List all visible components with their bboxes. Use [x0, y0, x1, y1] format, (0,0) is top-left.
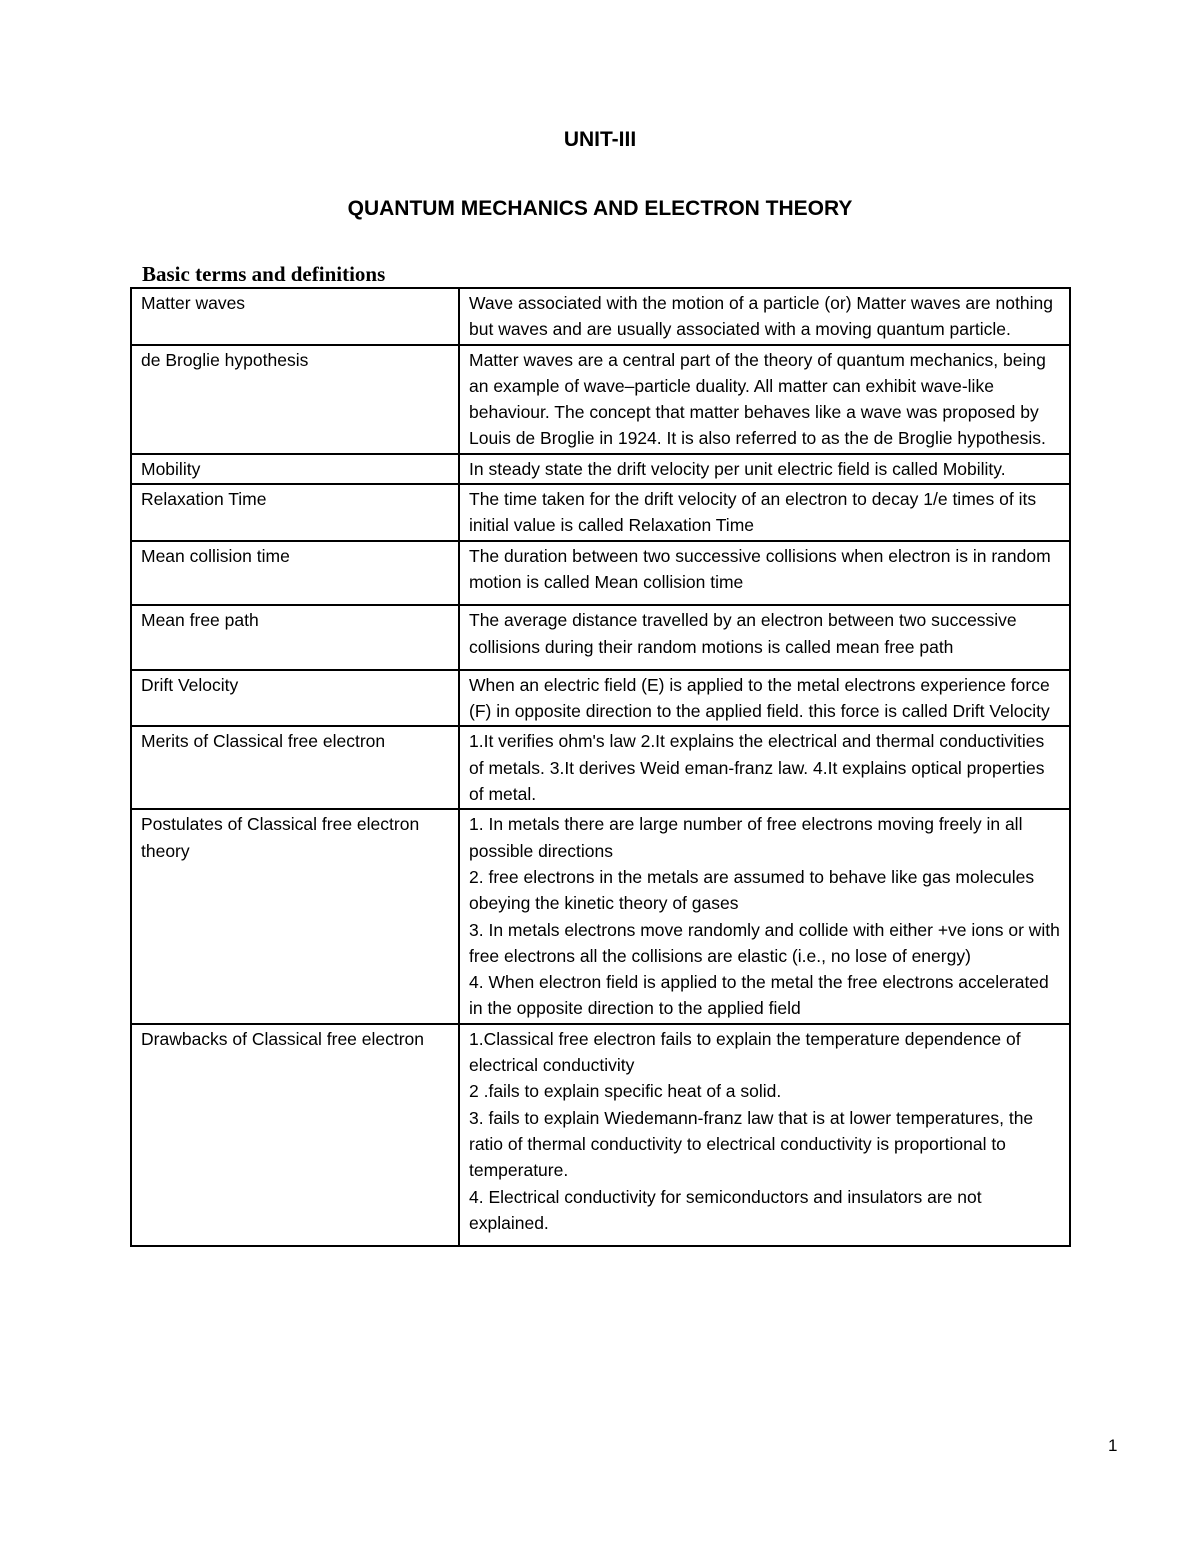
definition-cell: Matter waves are a central part of the theory of quantum mechanics, being an example of wave–particle duality. All matter can exhibit wave-like behaviour. The concept that matter behaves like a wave was proposed by Louis de Broglie in 1924. It is also referred to as the de Broglie hypothesis.: [459, 345, 1070, 454]
page-number: 1: [1108, 1436, 1118, 1455]
table-row: [131, 726, 1070, 809]
table-row: [131, 1024, 1070, 1246]
definition-cell: When an electric field (E) is applied to the metal electrons experience force (F) in opposite direction to the applied field. this force is called Drift Velocity: [459, 670, 1070, 727]
table-row: [131, 541, 1070, 606]
definition-cell: The time taken for the drift velocity of an electron to decay 1/e times of its initial value is called Relaxation Time: [459, 484, 1070, 541]
table-row: [131, 288, 1070, 345]
table-row: [131, 809, 1070, 1023]
table-row: [131, 345, 1070, 454]
definition-cell: [459, 809, 1070, 1023]
postulate-item: 3. In metals electrons move randomly and collide with either +ve ions or with free electrons all the collisions are elastic (i.e., no lose of energy): [469, 919, 1060, 966]
table-row: [131, 605, 1070, 670]
drawback-item: 4. Electrical conductivity for semiconductors and insulators are not explained.: [469, 1186, 982, 1233]
definition-cell: In steady state the drift velocity per unit electric field is called Mobility.: [459, 454, 1070, 484]
table-row: [131, 484, 1070, 541]
term-cell: Matter waves: [131, 288, 459, 345]
term-cell: Postulates of Classical free electron theory: [131, 809, 459, 1023]
term-cell: Mobility: [131, 454, 459, 484]
definition-cell: The duration between two successive collisions when electron is in random motion is called Mean collision time: [459, 541, 1070, 606]
postulate-item: 2. free electrons in the metals are assumed to behave like gas molecules obeying the kinetic theory of gases: [469, 866, 1035, 914]
postulate-item: 1. In metals there are large number of free electrons moving freely in all possible directions: [469, 814, 1023, 861]
term-cell: de Broglie hypothesis: [131, 345, 459, 454]
definition-cell: [459, 1024, 1070, 1246]
definitions-table: [130, 287, 1071, 1247]
term-cell: Drawbacks of Classical free electron: [131, 1024, 459, 1246]
term-cell: Mean collision time: [131, 541, 459, 606]
table-row: [131, 454, 1070, 484]
drawback-item: 1.Classical free electron fails to explain the temperature dependence of electrical conductivity: [469, 1028, 1021, 1076]
definition-cell: 1.It verifies ohm's law 2.It explains the electrical and thermal conductivities of metals. 3.It derives Weid eman-franz law. 4.It explains optical properties of metal.: [459, 726, 1070, 809]
drawback-item: 2 .fails to explain specific heat of a solid.: [469, 1081, 782, 1102]
postulate-item: 4. When electron field is applied to the metal the free electrons accelerated in the opposite direction to the applied field: [469, 972, 1049, 1019]
section-subtitle: Basic terms and definitions: [142, 262, 386, 286]
term-cell: Drift Velocity: [131, 670, 459, 727]
drawback-item: 3. fails to explain Wiedemann-franz law that is at lower temperatures, the ratio of thermal conductivity to electrical conductivity is proportional to temperature.: [469, 1107, 1034, 1181]
document-title: QUANTUM MECHANICS AND ELECTRON THEORY: [347, 197, 853, 220]
definition-cell: Wave associated with the motion of a particle (or) Matter waves are nothing but waves and are usually associated with a moving quantum particle.: [459, 288, 1070, 345]
term-cell: Relaxation Time: [131, 484, 459, 541]
term-cell: Merits of Classical free electron: [131, 726, 459, 809]
unit-heading: UNIT-III: [563, 128, 637, 151]
table-row: [131, 670, 1070, 727]
term-cell: Mean free path: [131, 605, 459, 670]
definition-cell: The average distance travelled by an electron between two successive collisions during their random motions is called mean free path: [459, 605, 1070, 670]
